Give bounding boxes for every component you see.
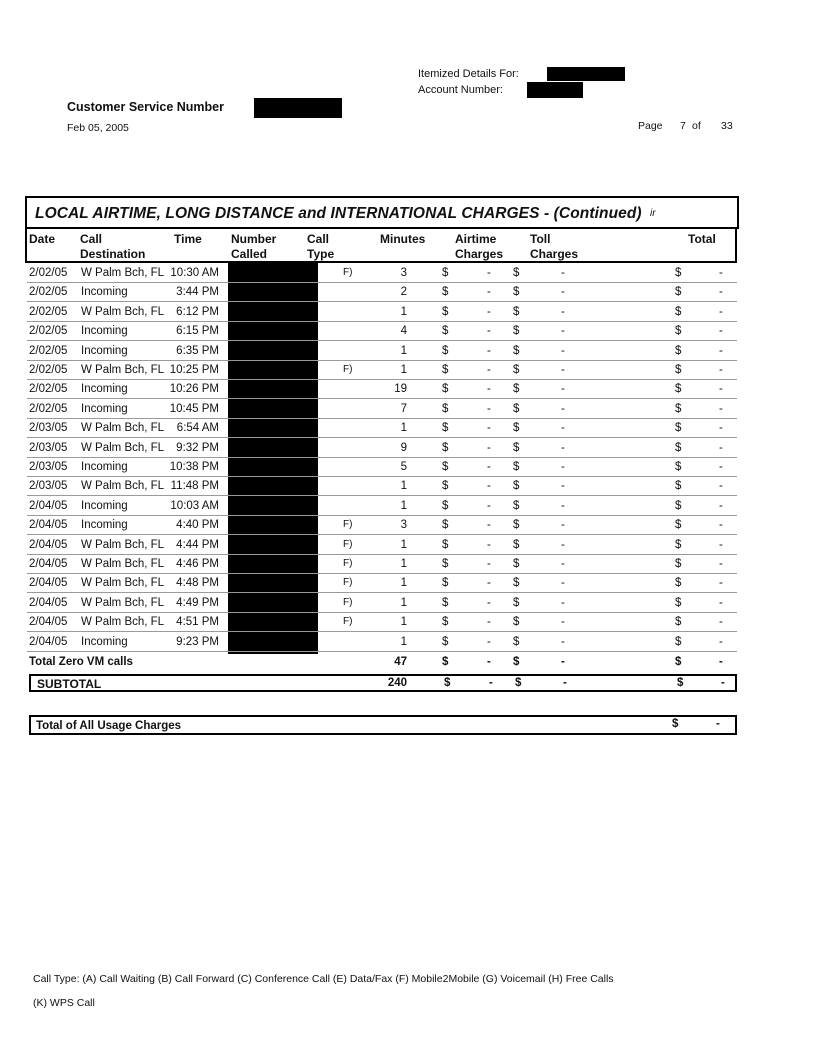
total-zero-airtime-currency: $	[442, 656, 449, 668]
page-total: 33	[721, 120, 733, 132]
row-airtime: -	[487, 305, 491, 318]
row-minutes: 1	[400, 499, 407, 512]
customer-service-number-label: Customer Service Number	[67, 100, 225, 114]
row-call-type: F)	[343, 577, 353, 589]
row-minutes: 1	[400, 596, 407, 609]
table-row	[27, 264, 737, 283]
row-toll-currency: $	[513, 635, 520, 648]
row-call-destination: Incoming	[81, 635, 128, 648]
subtotal-row	[29, 674, 737, 692]
col-date: Date	[29, 232, 56, 246]
row-toll-currency: $	[513, 538, 520, 551]
row-total: -	[719, 305, 723, 318]
row-total: -	[719, 577, 723, 590]
row-airtime: -	[487, 577, 491, 590]
row-total: -	[719, 267, 723, 279]
row-toll-currency: $	[513, 499, 520, 512]
row-toll: -	[561, 267, 565, 279]
row-total-currency: $	[675, 480, 682, 493]
row-date: 2/03/05	[29, 422, 68, 435]
row-total: -	[719, 364, 723, 376]
row-total-currency: $	[675, 441, 682, 454]
table-row	[27, 613, 737, 632]
row-call-type: F)	[343, 596, 353, 608]
row-call-type: F)	[343, 616, 353, 628]
row-call-destination: W Palm Bch, FL	[81, 596, 165, 609]
row-toll-currency: $	[513, 383, 520, 396]
redacted-account-number	[527, 82, 583, 98]
row-airtime-currency: $	[442, 441, 449, 454]
account-number-label: Account Number:	[418, 84, 503, 96]
row-date: 2/02/05	[29, 402, 68, 415]
row-call-type: F)	[343, 558, 353, 569]
col-total: Total	[688, 232, 716, 246]
row-airtime-currency: $	[442, 480, 449, 493]
subtotal-toll: -	[563, 677, 567, 689]
row-call-destination: W Palm Bch, FL	[81, 577, 165, 590]
row-minutes: 3	[400, 267, 407, 279]
row-toll-currency: $	[513, 305, 520, 318]
row-time: 4:51 PM	[176, 616, 219, 629]
row-minutes: 9	[400, 441, 407, 454]
row-total: -	[719, 558, 723, 570]
row-airtime: -	[487, 596, 491, 609]
table-row	[27, 536, 737, 555]
row-total-currency: $	[675, 383, 682, 396]
row-total-currency: $	[675, 499, 682, 512]
row-airtime: -	[487, 519, 491, 532]
row-airtime-currency: $	[442, 286, 449, 299]
row-toll: -	[561, 441, 565, 454]
row-total-currency: $	[675, 364, 682, 376]
row-call-type: F)	[343, 364, 353, 375]
row-airtime-currency: $	[442, 364, 449, 376]
handwritten-mark: ir	[650, 208, 656, 219]
row-airtime: -	[487, 616, 491, 629]
row-time: 4:49 PM	[176, 596, 219, 609]
row-call-destination: W Palm Bch, FL	[81, 480, 165, 493]
row-date: 2/03/05	[29, 461, 68, 473]
col-type-line1: Call	[307, 232, 330, 246]
col-toll-line2: Charges	[530, 247, 579, 261]
col-toll-line1: Toll	[530, 232, 551, 246]
row-call-destination: Incoming	[81, 519, 128, 532]
row-minutes: 1	[400, 635, 407, 648]
row-minutes: 5	[400, 461, 407, 473]
table-row	[27, 497, 737, 516]
row-airtime-currency: $	[442, 558, 449, 570]
row-toll: -	[561, 286, 565, 299]
row-airtime-currency: $	[442, 538, 449, 551]
row-total-currency: $	[675, 402, 682, 415]
row-total: -	[719, 519, 723, 532]
col-number-line1: Number	[231, 232, 277, 246]
table-row	[27, 380, 737, 399]
table-row	[27, 322, 737, 341]
row-airtime: -	[487, 364, 491, 376]
col-call-destination	[80, 232, 145, 262]
row-date: 2/04/05	[29, 558, 68, 570]
row-minutes: 1	[400, 616, 407, 629]
row-minutes: 1	[400, 305, 407, 318]
table-row	[27, 342, 737, 361]
row-call-destination: Incoming	[81, 325, 128, 338]
row-date: 2/04/05	[29, 577, 68, 590]
row-total-currency: $	[675, 267, 682, 279]
table-row	[27, 458, 737, 477]
row-call-destination: W Palm Bch, FL	[81, 305, 165, 318]
statement-date: Feb 05, 2005	[67, 122, 129, 134]
row-total-currency: $	[675, 461, 682, 473]
row-airtime: -	[487, 286, 491, 299]
col-number-called	[231, 232, 276, 262]
row-toll: -	[561, 344, 565, 357]
row-total: -	[719, 596, 723, 609]
row-time: 10:03 AM	[170, 499, 219, 512]
col-airtime-charges	[455, 232, 503, 262]
row-date: 2/02/05	[29, 325, 68, 338]
row-date: 2/04/05	[29, 538, 68, 551]
row-total: -	[719, 402, 723, 415]
table-row	[27, 594, 737, 613]
row-airtime-currency: $	[442, 461, 449, 473]
total-usage-value: -	[716, 718, 720, 730]
total-zero-airtime: -	[487, 656, 491, 668]
col-airtime-line1: Airtime	[455, 232, 497, 246]
row-toll: -	[561, 616, 565, 629]
row-date: 2/02/05	[29, 305, 68, 318]
row-time: 10:30 AM	[170, 267, 219, 279]
total-usage-charges-row	[29, 715, 737, 735]
subtotal-minutes: 240	[387, 677, 407, 689]
row-total-currency: $	[675, 558, 682, 570]
row-time: 10:26 PM	[169, 383, 219, 396]
row-airtime-currency: $	[442, 519, 449, 532]
row-total: -	[719, 422, 723, 435]
row-call-destination: Incoming	[81, 383, 128, 396]
row-time: 10:45 PM	[169, 402, 219, 415]
row-call-destination: Incoming	[81, 461, 128, 473]
row-total-currency: $	[675, 538, 682, 551]
col-call-type	[307, 232, 334, 262]
row-time: 6:35 PM	[176, 344, 219, 357]
row-date: 2/02/05	[29, 364, 68, 376]
row-airtime-currency: $	[442, 499, 449, 512]
row-time: 6:12 PM	[176, 305, 219, 318]
row-time: 4:46 PM	[176, 558, 219, 570]
row-call-destination: Incoming	[81, 402, 128, 415]
redacted-service-number	[254, 98, 342, 118]
row-airtime: -	[487, 480, 491, 493]
row-toll-currency: $	[513, 267, 520, 279]
row-toll: -	[561, 499, 565, 512]
row-date: 2/04/05	[29, 616, 68, 629]
column-header-row	[25, 227, 737, 263]
subtotal-total: -	[721, 677, 725, 689]
row-total: -	[719, 480, 723, 493]
row-minutes: 1	[400, 422, 407, 435]
table-row	[27, 633, 737, 652]
row-airtime: -	[487, 441, 491, 454]
table-row	[27, 555, 737, 574]
row-airtime-currency: $	[442, 577, 449, 590]
row-minutes: 1	[400, 538, 407, 551]
row-call-type: F)	[343, 519, 353, 531]
row-airtime: -	[487, 461, 491, 473]
row-airtime: -	[487, 422, 491, 435]
row-total-currency: $	[675, 325, 682, 338]
row-toll: -	[561, 519, 565, 532]
row-airtime-currency: $	[442, 344, 449, 357]
row-toll-currency: $	[513, 616, 520, 629]
row-call-destination: Incoming	[81, 344, 128, 357]
row-total: -	[719, 461, 723, 473]
row-total: -	[719, 616, 723, 629]
row-toll: -	[561, 364, 565, 376]
row-airtime: -	[487, 267, 491, 279]
row-toll: -	[561, 635, 565, 648]
row-date: 2/02/05	[29, 344, 68, 357]
row-toll-currency: $	[513, 441, 520, 454]
total-zero-toll-currency: $	[513, 656, 520, 668]
row-toll: -	[561, 325, 565, 338]
row-toll-currency: $	[513, 286, 520, 299]
row-toll: -	[561, 538, 565, 551]
row-call-destination: Incoming	[81, 286, 128, 299]
row-total: -	[719, 383, 723, 396]
row-minutes: 1	[400, 577, 407, 590]
row-airtime-currency: $	[442, 402, 449, 415]
table-row	[27, 477, 737, 496]
row-airtime: -	[487, 325, 491, 338]
row-minutes: 19	[394, 383, 407, 396]
itemized-details-label: Itemized Details For:	[418, 68, 519, 80]
row-airtime: -	[487, 383, 491, 396]
table-row	[27, 439, 737, 458]
subtotal-airtime-currency: $	[444, 677, 451, 689]
col-toll-charges	[530, 232, 578, 262]
row-call-destination: W Palm Bch, FL	[81, 267, 165, 279]
row-call-destination: W Palm Bch, FL	[81, 364, 165, 376]
total-usage-label: Total of All Usage Charges	[36, 720, 182, 732]
row-airtime: -	[487, 558, 491, 570]
row-airtime-currency: $	[442, 383, 449, 396]
row-toll: -	[561, 596, 565, 609]
row-time: 9:32 PM	[176, 441, 219, 454]
call-type-legend-continued: (K) WPS Call	[33, 997, 95, 1009]
row-airtime-currency: $	[442, 422, 449, 435]
row-toll-currency: $	[513, 344, 520, 357]
row-airtime-currency: $	[442, 616, 449, 629]
row-minutes: 1	[400, 480, 407, 493]
row-toll-currency: $	[513, 325, 520, 338]
row-toll-currency: $	[513, 422, 520, 435]
row-time: 4:44 PM	[176, 538, 219, 551]
row-total-currency: $	[675, 422, 682, 435]
row-call-destination: W Palm Bch, FL	[81, 441, 165, 454]
row-toll-currency: $	[513, 402, 520, 415]
row-time: 11:48 PM	[170, 480, 219, 493]
row-total-currency: $	[675, 577, 682, 590]
row-date: 2/04/05	[29, 596, 68, 609]
row-total-currency: $	[675, 344, 682, 357]
row-time: 3:44 PM	[176, 286, 219, 299]
row-total-currency: $	[675, 596, 682, 609]
row-airtime-currency: $	[442, 325, 449, 338]
col-airtime-line2: Charges	[455, 247, 504, 261]
table-row	[27, 303, 737, 322]
row-date: 2/03/05	[29, 480, 68, 493]
table-row	[27, 361, 737, 380]
row-toll: -	[561, 422, 565, 435]
row-date: 2/04/05	[29, 635, 68, 648]
col-call-destination-line2: Destination	[80, 247, 146, 261]
row-toll-currency: $	[513, 480, 520, 493]
total-zero-label: Total Zero VM calls	[29, 656, 133, 668]
row-time: 6:15 PM	[176, 325, 219, 338]
row-total: -	[719, 325, 723, 338]
total-zero-toll: -	[561, 656, 565, 668]
row-airtime-currency: $	[442, 305, 449, 318]
row-total-currency: $	[675, 519, 682, 532]
row-airtime: -	[487, 402, 491, 415]
row-toll-currency: $	[513, 577, 520, 590]
row-toll-currency: $	[513, 558, 520, 570]
total-usage-currency: $	[672, 718, 679, 730]
row-toll: -	[561, 461, 565, 473]
row-date: 2/04/05	[29, 499, 68, 512]
row-minutes: 1	[400, 364, 407, 376]
table-row	[27, 400, 737, 419]
row-date: 2/04/05	[29, 519, 68, 532]
row-minutes: 4	[400, 325, 407, 338]
row-toll: -	[561, 402, 565, 415]
row-minutes: 3	[400, 519, 407, 532]
row-airtime: -	[487, 538, 491, 551]
row-total: -	[719, 499, 723, 512]
row-toll: -	[561, 558, 565, 570]
row-total: -	[719, 286, 723, 299]
subtotal-total-currency: $	[677, 677, 684, 689]
row-minutes: 7	[400, 402, 407, 415]
page-label: Page	[638, 120, 663, 132]
total-zero-total-currency: $	[675, 656, 682, 668]
row-total-currency: $	[675, 616, 682, 629]
row-airtime-currency: $	[442, 635, 449, 648]
row-minutes: 1	[400, 344, 407, 357]
subtotal-label: SUBTOTAL	[37, 677, 102, 691]
row-date: 2/03/05	[29, 441, 68, 454]
table-row	[27, 516, 737, 535]
table-row	[27, 419, 737, 438]
row-toll: -	[561, 577, 565, 590]
row-total: -	[719, 538, 723, 551]
row-date: 2/02/05	[29, 267, 68, 279]
redacted-name	[547, 67, 625, 81]
page-of-label: of	[692, 120, 701, 132]
row-call-type: F)	[343, 538, 353, 550]
total-zero-vm-row	[27, 653, 737, 672]
row-time: 10:38 PM	[169, 461, 219, 473]
total-zero-minutes: 47	[394, 656, 407, 668]
row-date: 2/02/05	[29, 383, 68, 396]
row-minutes: 2	[400, 286, 407, 299]
row-total: -	[719, 441, 723, 454]
row-airtime-currency: $	[442, 596, 449, 609]
row-toll-currency: $	[513, 364, 520, 376]
row-call-destination: Incoming	[81, 499, 128, 512]
row-toll-currency: $	[513, 519, 520, 532]
row-airtime-currency: $	[442, 267, 449, 279]
row-airtime: -	[487, 499, 491, 512]
row-time: 10:25 PM	[169, 364, 219, 376]
row-time: 9:23 PM	[176, 635, 219, 648]
table-row	[27, 283, 737, 302]
col-call-destination-line1: Call	[80, 232, 103, 246]
row-call-destination: W Palm Bch, FL	[81, 422, 165, 435]
section-title: LOCAL AIRTIME, LONG DISTANCE and INTERNATIONAL CHARGES - (Continued)	[35, 205, 642, 222]
subtotal-airtime: -	[489, 677, 493, 689]
row-airtime: -	[487, 344, 491, 357]
row-total: -	[719, 635, 723, 648]
row-minutes: 1	[400, 558, 407, 570]
row-toll: -	[561, 305, 565, 318]
col-number-line2: Called	[231, 247, 268, 261]
subtotal-toll-currency: $	[515, 677, 522, 689]
total-zero-total: -	[719, 656, 723, 668]
col-time: Time	[174, 232, 202, 246]
row-call-destination: W Palm Bch, FL	[81, 616, 165, 629]
section-title-box	[25, 196, 739, 229]
row-toll-currency: $	[513, 596, 520, 609]
row-divider	[27, 651, 737, 652]
row-total-currency: $	[675, 305, 682, 318]
row-airtime: -	[487, 635, 491, 648]
col-minutes: Minutes	[380, 232, 426, 246]
row-time: 6:54 AM	[176, 422, 219, 435]
call-type-legend: Call Type: (A) Call Waiting (B) Call Forward (C) Conference Call (E) Data/Fax (F) Mobile2Mobile (G) Voicemail (H) Free Calls	[33, 973, 614, 985]
row-call-destination: W Palm Bch, FL	[81, 538, 165, 551]
row-total: -	[719, 344, 723, 357]
col-type-line2: Type	[307, 247, 335, 261]
row-time: 4:40 PM	[176, 519, 219, 532]
table-row	[27, 574, 737, 593]
row-total-currency: $	[675, 635, 682, 648]
row-call-destination: W Palm Bch, FL	[81, 558, 165, 570]
row-time: 4:48 PM	[176, 577, 219, 590]
row-call-type: F)	[343, 267, 353, 278]
row-date: 2/02/05	[29, 286, 68, 299]
row-toll-currency: $	[513, 461, 520, 473]
page-number: 7	[680, 120, 686, 132]
row-total-currency: $	[675, 286, 682, 299]
row-toll: -	[561, 480, 565, 493]
row-toll: -	[561, 383, 565, 396]
